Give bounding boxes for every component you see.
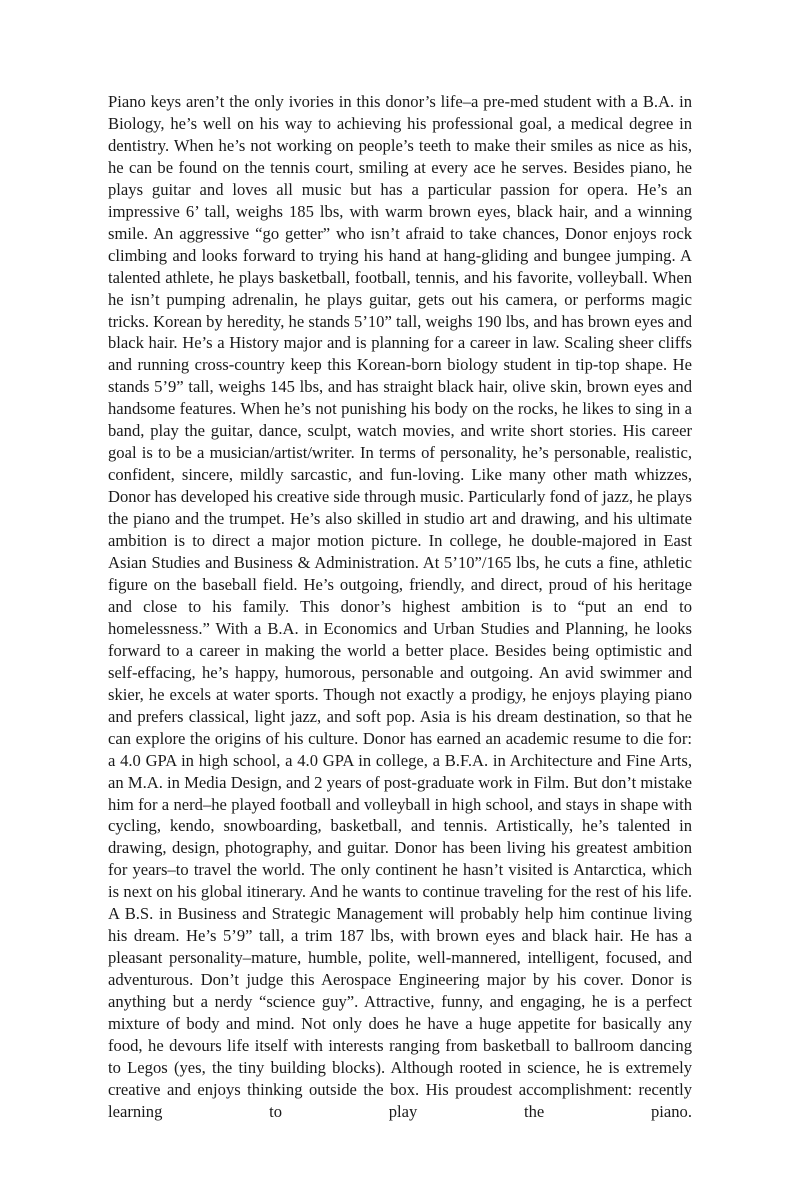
body-paragraph: Piano keys aren’t the only ivories in this donor’s life–a pre-med student with a B.A. in Biology, he’s well on his way to achieving his professional goal, a medical degree in dentistry. When he’s not working on people’s teeth to make their smiles as nice as his, he can be found on the tennis court, smiling at every ace he serves. Besides piano, he plays guitar and loves all music but has a particular passion for opera. He’s an impressive 6’ tall, weighs 185 lbs, with warm brown eyes, black hair, and a winning smile. An aggressive “go getter” who isn’t afraid to take chances, Donor enjoys rock climbing and looks forward to trying his hand at hang-gliding and bungee jumping. A talented athlete, he plays basketball, football, tennis, and his favorite, volleyball. When he isn’t pumping adrenalin, he plays guitar, gets out his camera, or performs magic tricks. Korean by heredity, he stands 5’10” tall, weighs 190 lbs, and has brown eyes and black hair. He’s a History major and is planning for a career in law. Scaling sheer cliffs and running cross-country keep this Korean-born biology student in tip-top shape. He stands 5’9” tall, weighs 145 lbs, and has straight black hair, olive skin, brown eyes and handsome features. When he’s not punishing his body on the rocks, he likes to sing in a band, play the guitar, dance, sculpt, watch movies, and write short stories. His career goal is to be a musician/artist/writer. In terms of personality, he’s personable, realistic, confident, sincere, mildly sarcastic, and fun-loving. Like many other math whizzes, Donor has developed his creative side through music. Particularly fond of jazz, he plays the piano and the trumpet. He’s also skilled in studio art and drawing, and his ultimate ambition is to direct a major motion picture. In college, he double-majored in East Asian Studies and Business & Administration. At 5’10”/165 lbs, he cuts a fine, athletic figure on the baseball field. He’s outgoing, friendly, and direct, proud of his heritage and close to his family. This donor’s highest ambition is to “put an end to homelessness.” With a B.A. in Economics and Urban Studies and Planning, he looks forward to a career in making the world a better place. Besides being optimistic and self-effacing, he’s happy, humorous, personable and outgoing. An avid swimmer and skier, he excels at water sports. Though not exactly a prodigy, he enjoys playing piano and prefers classical, light jazz, and soft pop. Asia is his dream destination, so that he can explore the origins of his culture. Donor has earned an academic resume to die for: a 4.0 GPA in high school, a 4.0 GPA in college, a B.F.A. in Architecture and Fine Arts, an M.A. in Media Design, and 2 years of post-graduate work in Film. But don’t mistake him for a nerd–he played football and volleyball in high school, and stays in shape with cycling, kendo, snowboarding, basketball, and tennis. Artistically, he’s talented in drawing, design, photography, and guitar. Donor has been living his greatest ambition for years–to travel the world. The only continent he hasn’t visited is Antarctica, which is next on his global itinerary. And he wants to continue traveling for the rest of his life. A B.S. in Business and Strategic Management will probably help him continue living his dream. He’s 5’9” tall, a trim 187 lbs, with brown eyes and black hair. He has a pleasant personality–mature, humble, polite, well-mannered, intelligent, focused, and adventurous. Don’t judge this Aerospace Engineering major by his cover. Donor is anything but a nerdy “science guy”. Attractive, funny, and engaging, he is a perfect mixture of body and mind. Not only does he have a huge appetite for basically any food, he devours life itself with interests ranging from basketball to ballroom dancing to Legos (yes, the tiny building blocks). Although rooted in science, he is extremely creative and enjoys thinking outside the box. His proudest accomplishment: recently learning to play the piano.: [108, 92, 692, 1121]
